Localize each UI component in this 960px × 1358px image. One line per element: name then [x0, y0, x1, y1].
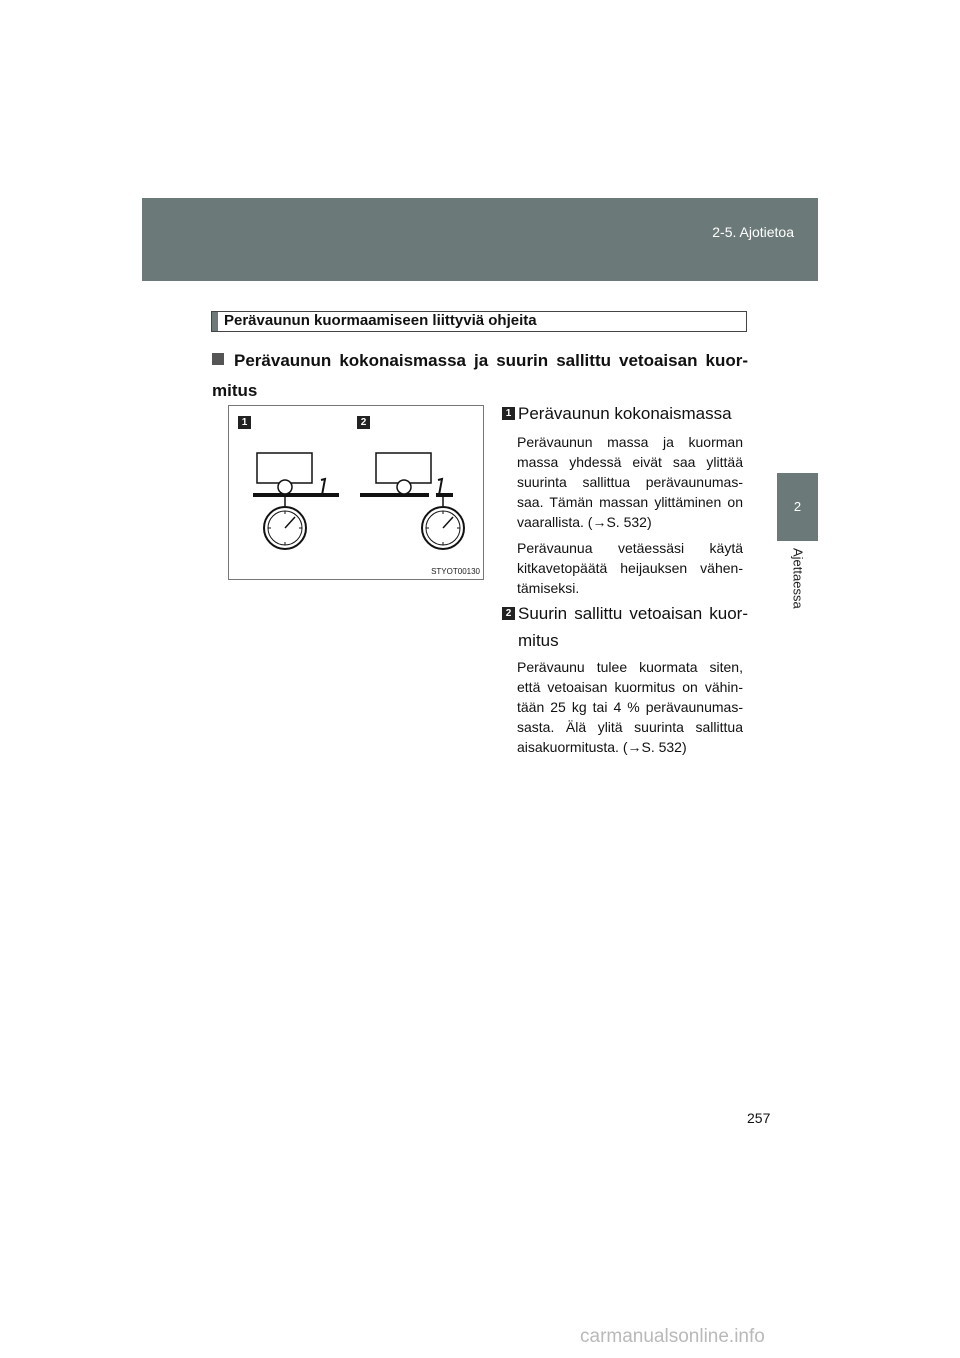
item-1-heading-text: Perävaunun kokonaismassa — [518, 404, 732, 423]
item-2-heading — [502, 600, 748, 654]
chapter-label-text: Ajettaessa — [790, 548, 806, 609]
trailer-scale-drawing — [229, 406, 483, 579]
figure-code: STYOT00130 — [431, 567, 480, 576]
section-title: 2-5. Ajotietoa — [712, 224, 794, 240]
figure-badge-1: 1 — [238, 416, 251, 429]
trailer-total-mass-drawing — [253, 453, 339, 549]
chapter-label — [778, 548, 818, 628]
item-2-heading-text: Suurin sallittu vetoaisan kuor-mitus — [518, 604, 748, 650]
subheading — [212, 346, 748, 406]
chapter-tab: 2 — [777, 473, 818, 541]
item-1-paragraph-2: Perävaunua vetäessäsi käytä kitkavetopäätä heijauksen vähen-tämiseksi. — [517, 540, 743, 596]
figure-badge-2: 2 — [357, 416, 370, 429]
watermark: carmanualsonline.info — [580, 1326, 765, 1347]
item-1-paragraph-1: Perävaunun massa ja kuorman massa yhdessä eivät saa ylittää suurinta sallittua perävaunumas-saa. Tämän massan ylittäminen on vaarallista. (→S. 532) — [517, 434, 743, 530]
bullet-square-icon — [212, 353, 224, 365]
trailer-drawbar-load-drawing — [360, 453, 464, 549]
subheading-text: Perävaunun kokonaismassa ja suurin sallittu vetoaisan kuor-mitus — [212, 351, 748, 400]
page-number: 257 — [747, 1110, 771, 1126]
trailer-illustration — [228, 405, 484, 580]
header-band — [142, 198, 818, 281]
item-2-paragraph-1: Perävaunu tulee kuormata siten, että vetoaisan kuormitus on vähin-tään 25 kg tai 4 % perävaunumas-sasta. Älä ylitä suurinta sallittua aisakuormitusta. (→S. 532) — [517, 659, 743, 755]
item-1-heading — [502, 400, 748, 427]
section-heading: Perävaunun kuormaamiseen liittyviä ohjeita — [211, 311, 747, 332]
item-badge-2: 2 — [502, 607, 515, 620]
item-badge-1: 1 — [502, 407, 515, 420]
